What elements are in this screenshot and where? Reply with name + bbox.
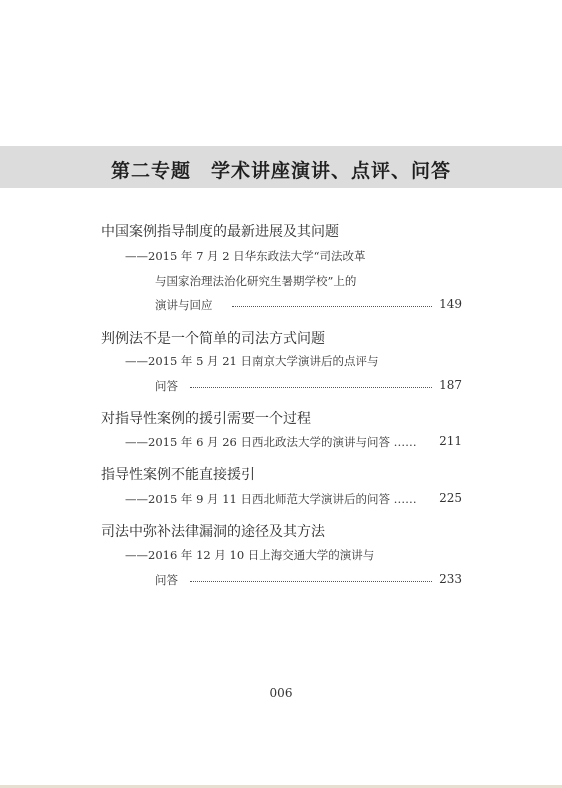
toc-entry-title[interactable]: 司法中弥补法律漏洞的途径及其方法 [101,524,325,540]
toc-entry-title[interactable]: 判例法不是一个简单的司法方式问题 [101,331,325,347]
toc-entry-subtitle: ——2015 年 6 月 26 日西北政法大学的演讲与问答 …… [125,435,417,449]
toc-page-number[interactable]: 225 [439,491,462,505]
toc-entry-subtitle: ——2015 年 7 月 2 日华东政法大学“司法改革 [125,249,366,263]
section-title: 第二专题 学术讲座演讲、点评、问答 [110,160,451,182]
page-footer-number: 006 [269,686,293,700]
toc-entry-subtitle: ——2015 年 5 月 21 日南京大学演讲后的点评与 [125,354,379,368]
toc-entry-subtitle: 与国家治理法治化研究生暑期学校”上的 [155,274,357,288]
dot-leader [190,387,432,388]
toc-entry-title[interactable]: 指导性案例不能直接援引 [101,467,255,483]
toc-entry-subtitle: ——2015 年 9 月 11 日西北师范大学演讲后的问答 …… [125,492,417,506]
dot-leader [190,581,432,582]
toc-page-number[interactable]: 211 [439,434,462,448]
toc-entry-subtitle: 演讲与回应 [155,298,213,312]
toc-page-number[interactable]: 187 [439,378,462,392]
toc-page-number[interactable]: 233 [439,572,462,586]
toc-entry-title[interactable]: 对指导性案例的援引需要一个过程 [101,411,311,427]
toc-entry-title[interactable]: 中国案例指导制度的最新进展及其问题 [101,224,339,240]
toc-page-number[interactable]: 149 [439,297,462,311]
toc-entry-subtitle: ——2016 年 12 月 10 日上海交通大学的演讲与 [125,548,375,562]
toc-entry-subtitle: 问答 [155,379,178,393]
section-banner [0,146,562,188]
toc-entry-subtitle: 问答 [155,573,178,587]
dot-leader [232,306,432,307]
